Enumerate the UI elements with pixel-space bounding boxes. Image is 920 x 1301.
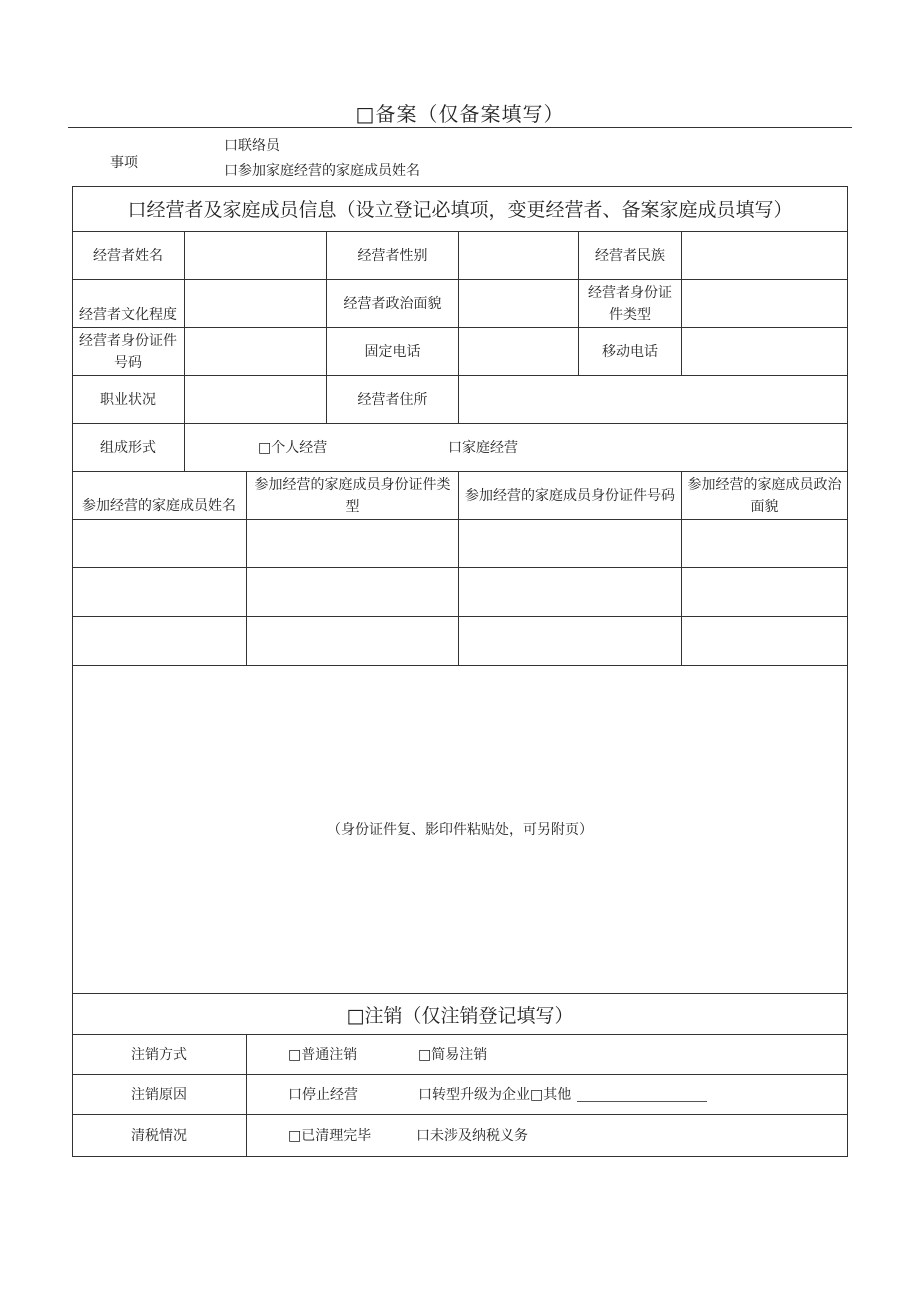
label-mobile: 移动电话 (602, 343, 658, 360)
filing-title: □备案（仅备案填写） (355, 102, 565, 126)
operator-id-number-input[interactable] (185, 328, 326, 375)
operator-ethnicity-input[interactable] (682, 232, 847, 279)
label-operator-political: 经营者政治面貌 (343, 295, 442, 312)
tax-cleared-checkbox[interactable]: □已清理完毕 (288, 1127, 372, 1144)
operator-political-input[interactable] (459, 280, 578, 327)
label-operator-gender: 经营者性别 (357, 247, 428, 264)
reason-stop-checkbox[interactable]: 口停止经营 (288, 1086, 358, 1103)
operator-section-title: 口经营者及家庭成员信息（设立登记必填项，变更经营者、备案家庭成员填写） (127, 199, 793, 221)
member-row-3-id-type[interactable] (247, 617, 458, 665)
label-composition-form: 组成形式 (100, 439, 156, 456)
member-header-id-number: 参加经营的家庭成员身份证件号码 (465, 487, 675, 504)
method-simple-checkbox[interactable]: □简易注销 (418, 1046, 488, 1063)
member-header-name: 参加经营的家庭成员姓名 (82, 498, 236, 514)
operator-gender-input[interactable] (459, 232, 578, 279)
reason-other-blank[interactable] (577, 1087, 707, 1102)
label-operator-ethnicity: 经营者民族 (595, 247, 665, 264)
label-operator-education: 经营者文化程度 (79, 307, 177, 323)
label-operator-address: 经营者住所 (357, 391, 428, 408)
member-row-3-id-number[interactable] (459, 617, 681, 665)
member-header-id-type: 参加经营的家庭成员身份证件类型 (254, 476, 451, 515)
tax-none-checkbox[interactable]: 口未涉及纳税义务 (416, 1127, 528, 1144)
label-operator-id-number: 经营者身份证件号码 (79, 332, 177, 371)
option-member-names[interactable]: 口参加家庭经营的家庭成员姓名 (224, 163, 420, 179)
member-row-2-id-type[interactable] (247, 568, 458, 616)
mobile-input[interactable] (682, 328, 847, 375)
member-row-1-name[interactable] (72, 520, 246, 567)
reason-upgrade-text[interactable]: 口转型升级为企业□其他 (418, 1086, 572, 1103)
cancel-section-title: □注销（仅注销登记填写） (346, 1004, 574, 1027)
title-divider (68, 127, 852, 128)
member-row-1-political[interactable] (682, 520, 847, 567)
member-row-1-id-number[interactable] (459, 520, 681, 567)
occupation-input[interactable] (185, 376, 326, 423)
label-occupation: 职业状况 (100, 391, 156, 408)
label-landline: 固定电话 (364, 343, 421, 360)
operator-education-input[interactable] (185, 280, 326, 327)
member-header-political: 参加经营的家庭成员政治面貌 (687, 476, 842, 515)
operator-id-type-input[interactable] (682, 280, 847, 327)
method-normal-checkbox[interactable]: □普通注销 (288, 1046, 358, 1063)
form-family-checkbox[interactable]: 口家庭经营 (448, 439, 518, 456)
form-individual-checkbox[interactable]: □个人经营 (258, 439, 328, 456)
operator-name-input[interactable] (185, 232, 326, 279)
main-form-grid (72, 186, 848, 1157)
member-row-2-political[interactable] (682, 568, 847, 616)
member-row-3-name[interactable] (72, 617, 246, 665)
member-row-2-id-number[interactable] (459, 568, 681, 616)
label-operator-name: 经营者姓名 (93, 247, 163, 264)
reason-upgrade-other[interactable] (418, 1075, 818, 1114)
operator-address-input[interactable] (459, 376, 847, 423)
label-cancel-method: 注销方式 (131, 1046, 187, 1063)
member-row-3-political[interactable] (682, 617, 847, 665)
label-operator-id-type: 经营者身份证件类型 (588, 284, 672, 323)
id-paste-area[interactable]: （身份证件复、影印件粘贴处，可另附页） (327, 821, 593, 838)
matters-label: 事项 (110, 155, 138, 171)
label-cancel-reason: 注销原因 (131, 1086, 187, 1103)
member-row-2-name[interactable] (72, 568, 246, 616)
label-tax-status: 清税情况 (131, 1127, 187, 1144)
member-row-1-id-type[interactable] (247, 520, 458, 567)
option-liaison[interactable]: 口联络员 (224, 138, 280, 154)
landline-input[interactable] (459, 328, 578, 375)
